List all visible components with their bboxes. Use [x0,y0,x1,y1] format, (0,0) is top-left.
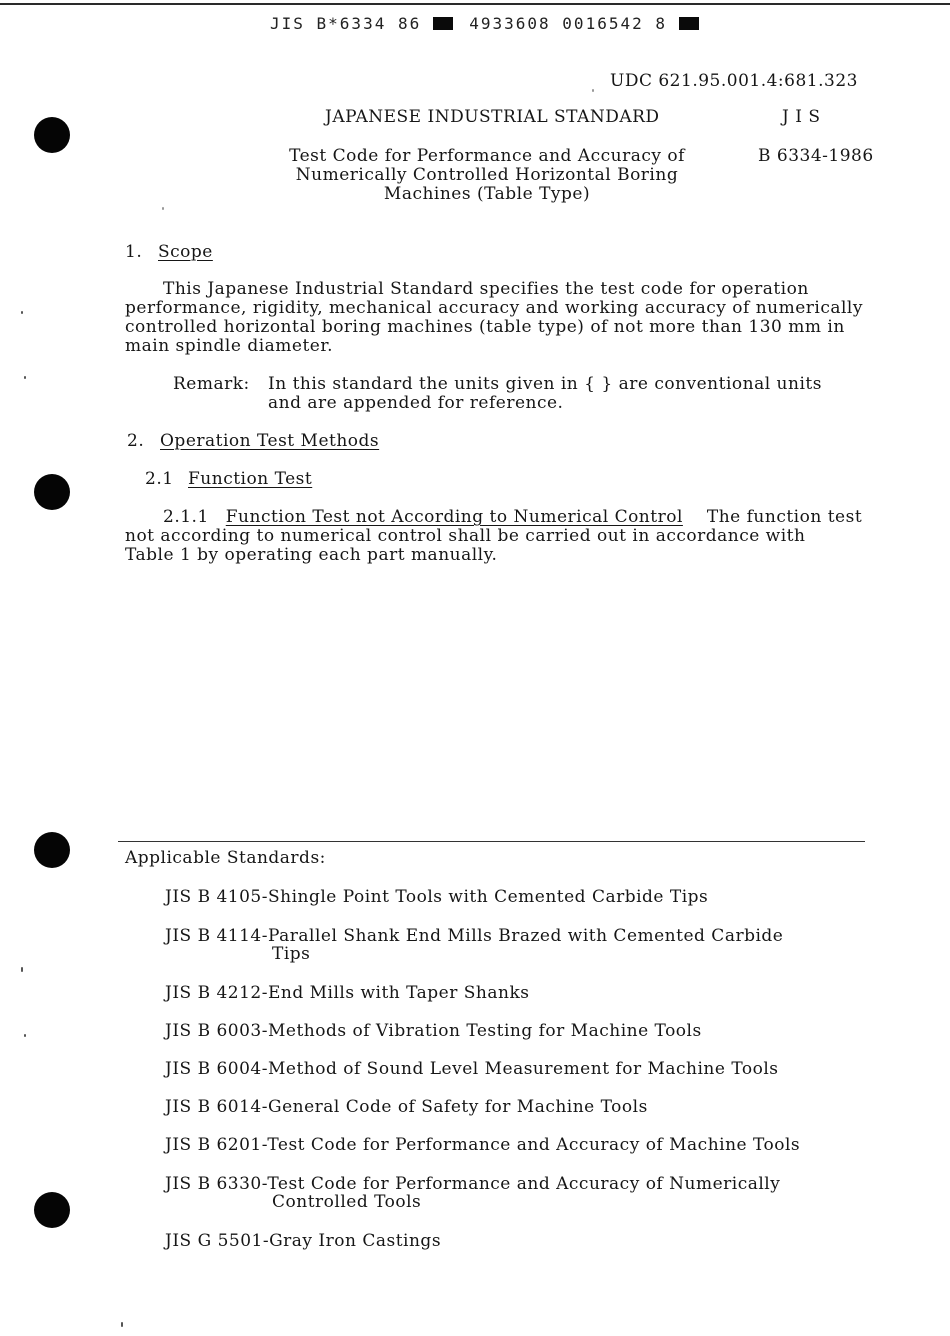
scan-speck [24,1034,26,1037]
scope-paragraph-line: controlled horizontal boring machines (table type) of not more than 130 mm in [125,317,845,337]
scope-paragraph-line: This Japanese Industrial Standard specifies the test code for operation [163,279,809,299]
clause-2-1-1-number: 2.1.1 [163,507,209,527]
section-1-heading: Scope [158,242,213,262]
udc-classification: UDC 621.95.001.4:681.323 [610,71,858,91]
scan-speck [592,89,594,92]
title-line: Machines (Table Type) [383,184,591,204]
applicable-standard-item-continuation: Tips [272,944,311,964]
applicable-standards-heading: Applicable Standards: [125,848,326,868]
section-1-number: 1. [125,242,143,262]
document-control-code [270,14,699,34]
applicable-standard-item: JIS B 6004-Method of Sound Level Measurement for Machine Tools [165,1059,779,1079]
section-2-1-number: 2.1 [145,469,174,489]
jis-mark: J I S [782,107,821,127]
punch-hole [34,117,70,153]
footnote-divider [118,841,865,842]
standard-number: B 6334-1986 [758,146,874,166]
remark-line: In this standard the units given in { } are conventional units [268,374,822,394]
punch-hole [34,1192,70,1228]
punch-hole [34,474,70,510]
section-2-number: 2. [127,431,145,451]
clause-2-1-1-first-line [163,507,862,527]
scope-paragraph-line: performance, rigidity, mechanical accuracy and working accuracy of numerically [125,298,863,318]
title-line: Test Code for Performance and Accuracy of [289,146,685,166]
control-code-part-1: JIS B*6334 86 [270,14,422,33]
clause-2-1-1-heading: Function Test not According to Numerical Control [225,507,683,527]
clause-2-1-1-text: The function test [706,507,863,527]
remark-line: and are appended for reference. [268,393,564,413]
standard-label: JAPANESE INDUSTRIAL STANDARD [325,107,660,127]
scan-speck [21,311,23,314]
clause-2-1-1-text-line: Table 1 by operating each part manually. [125,545,498,565]
punch-hole [34,832,70,868]
top-edge-line [0,3,950,5]
scan-speck [121,1322,123,1327]
control-code-part-2: 4933608 0016542 8 [469,14,667,33]
applicable-standard-item: JIS B 6003-Methods of Vibration Testing for Machine Tools [165,1021,702,1041]
remark-label: Remark: [173,374,250,394]
black-marker-block [679,17,699,30]
applicable-standard-item: JIS B 6201-Test Code for Performance and Accuracy of Machine Tools [165,1135,801,1155]
section-2-heading: Operation Test Methods [160,431,380,451]
scan-speck [162,207,164,210]
scan-speck [21,967,23,972]
applicable-standard-item: JIS B 6330-Test Code for Performance and Accuracy of Numerically [165,1174,781,1194]
title-line: Numerically Controlled Horizontal Boring [295,165,679,185]
applicable-standard-item-continuation: Controlled Tools [272,1192,422,1212]
black-marker-block [433,17,453,30]
applicable-standard-item: JIS G 5501-Gray Iron Castings [165,1231,442,1251]
section-2-1-heading: Function Test [188,469,313,489]
applicable-standard-item: JIS B 4114-Parallel Shank End Mills Brazed with Cemented Carbide [165,926,784,946]
applicable-standard-item: JIS B 4212-End Mills with Taper Shanks [165,983,530,1003]
applicable-standard-item: JIS B 4105-Shingle Point Tools with Cemented Carbide Tips [165,887,709,907]
applicable-standard-item: JIS B 6014-General Code of Safety for Machine Tools [165,1097,648,1117]
clause-2-1-1-text-line: not according to numerical control shall be carried out in accordance with [125,526,806,546]
scan-speck [24,376,26,379]
scope-paragraph-line: main spindle diameter. [125,336,334,356]
